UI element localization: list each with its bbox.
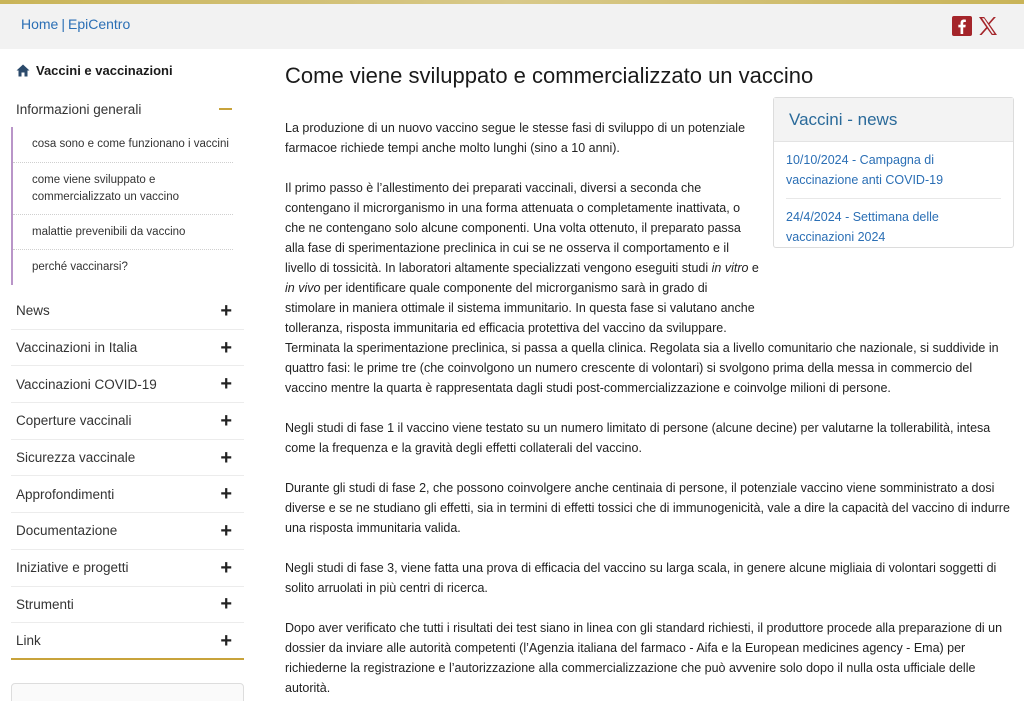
expand-icon[interactable]: + bbox=[220, 519, 232, 542]
sidebar-box bbox=[11, 683, 244, 701]
sidebar-section-informazioni-generali[interactable] bbox=[11, 96, 244, 122]
expand-icon[interactable]: + bbox=[220, 409, 232, 432]
sidebar-heading-label: Vaccini e vaccinazioni bbox=[36, 63, 173, 78]
paragraph-fase-1: Negli studi di fase 1 il vaccino viene testato su un numero limitato di persone (alcune decine) per valutarne la tollerabilità, intesa come la frequenza e la gravità degli effetti collaterali del vaccino. bbox=[285, 421, 991, 455]
news-box-heading: Vaccini - news bbox=[774, 98, 1013, 142]
expand-icon[interactable]: + bbox=[220, 593, 232, 616]
expand-icon[interactable]: + bbox=[220, 483, 232, 506]
collapse-icon[interactable] bbox=[219, 108, 232, 110]
expand-icon[interactable]: + bbox=[220, 336, 232, 359]
sidebar-item-news[interactable] bbox=[11, 293, 244, 330]
x-twitter-icon[interactable] bbox=[977, 15, 999, 37]
paragraph-preclinica: Il primo passo è l’allestimento dei preparati vaccinali, diversi a seconda che contengano il microrganismo in una forma attenuata o completamente inattivata, o che ne contengano solo alcune componenti. Una volta ottenuto, il preparato passa alla fase di sperimentazione preclinica in cui se ne osserva il comportamento e il livello di tossicità. In laboratori altamente specializzati vengono eseguiti studi in vitro e in vivo per identificare quale componente del microrganismo sarà in grado di stimolare in maniera ottimale il sistema immunitario. In questa fase si valutano anche tolleranza, risposta immunitaria ed efficacia protettiva del vaccino da sviluppare. bbox=[285, 181, 759, 335]
paragraph-clinica: Terminata la sperimentazione preclinica, si passa a quella clinica. Regolata sia a livello comunitario che nazionale, si suddivide in quattro fasi: le prime tre (che coinvolgono un numero crescente di volontari) si svolgono prima della messa in commercio del vaccino mentre la quarta è rappresentata dagli studi post-commercializzazione e coinvolge milioni di persone. bbox=[285, 341, 999, 395]
sidebar bbox=[0, 49, 258, 701]
sidebar-item-coperture-vaccinali[interactable] bbox=[11, 403, 244, 440]
sidebar-item-label: News bbox=[16, 303, 50, 319]
breadcrumb-home-link[interactable]: Home bbox=[21, 16, 59, 32]
sidebar-item-label: Coperture vaccinali bbox=[16, 413, 132, 429]
news-box bbox=[773, 97, 1014, 248]
page-title: Come viene sviluppato e commercializzato un vaccino bbox=[285, 63, 814, 88]
sidebar-item-label: Vaccinazioni COVID-19 bbox=[16, 376, 157, 392]
sidebar-item-documentazione[interactable] bbox=[11, 513, 244, 550]
paragraph-autorizzazione: Dopo aver verificato che tutti i risultati dei test siano in linea con gli standard richiesti, il produttore procede alla preparazione di un dossier da inviare alle autorità competenti (l’Agenzia italiana del farmaco - Aifa e la European medicines agency - Ema) per richiederne la registrazione e l’autorizzazione alla commercializzazione che può avvenire solo dopo il nulla osta ufficiale delle autorità. bbox=[285, 621, 1003, 695]
expand-icon[interactable]: + bbox=[220, 629, 232, 652]
paragraph-fase-2: Durante gli studi di fase 2, che possono coinvolgere anche centinaia di persone, il potenziale vaccino viene somministrato a dosi diverse e se ne studiano gli effetti, sia in termini di effetti tossici che di immunogenicità, vale a dire la capacità del vaccino di indurre una risposta immunitaria valida. bbox=[285, 481, 1010, 535]
sidebar-item-label: Iniziative e progetti bbox=[16, 560, 129, 576]
sidebar-item-label: Sicurezza vaccinale bbox=[16, 450, 136, 466]
submenu-item-malattie-prevenibili[interactable]: malattie prevenibili da vaccino bbox=[13, 215, 233, 250]
paragraph-intro: La produzione di un nuovo vaccino segue le stesse fasi di sviluppo di un potenziale farmacoe richiede tempi anche molto lunghi (sino a 10 anni). bbox=[285, 121, 746, 155]
home-icon bbox=[16, 64, 30, 77]
sidebar-item-label: Vaccinazioni in Italia bbox=[16, 340, 138, 356]
sidebar-item-strumenti[interactable] bbox=[11, 587, 244, 624]
breadcrumb-separator: | bbox=[61, 16, 65, 32]
sidebar-item-vaccinazioni-covid[interactable] bbox=[11, 366, 244, 403]
sidebar-item-label: Strumenti bbox=[16, 596, 74, 612]
expand-icon[interactable]: + bbox=[220, 556, 232, 579]
sidebar-submenu bbox=[11, 127, 233, 285]
news-link-settimana-vaccinazioni[interactable]: 24/4/2024 - Settimana delle vaccinazioni 2024 bbox=[786, 210, 939, 244]
submenu-item-perche-vaccinarsi[interactable]: perché vaccinarsi? bbox=[32, 261, 128, 273]
breadcrumb-epicentro-link[interactable]: EpiCentro bbox=[68, 16, 131, 32]
sidebar-nav bbox=[11, 293, 244, 660]
breadcrumb bbox=[21, 16, 130, 32]
submenu-item-come-viene-sviluppato[interactable]: come viene sviluppato e commercializzato un vaccino bbox=[13, 163, 233, 215]
sidebar-item-label: Documentazione bbox=[16, 523, 118, 539]
top-bar bbox=[0, 4, 1024, 49]
sidebar-item-link[interactable] bbox=[11, 623, 244, 660]
sidebar-item-iniziative-progetti[interactable] bbox=[11, 550, 244, 587]
expand-icon[interactable]: + bbox=[220, 299, 232, 322]
submenu-item-cosa-sono[interactable]: cosa sono e come funzionano i vaccini bbox=[13, 127, 233, 163]
social-links bbox=[951, 15, 999, 37]
sidebar-heading[interactable] bbox=[16, 63, 173, 78]
news-link-covid[interactable]: 10/10/2024 - Campagna di vaccinazione anti COVID-19 bbox=[786, 142, 1001, 199]
sidebar-item-sicurezza-vaccinale[interactable] bbox=[11, 440, 244, 477]
sidebar-item-vaccinazioni-italia[interactable] bbox=[11, 330, 244, 367]
sidebar-item-label: Link bbox=[16, 633, 41, 649]
sidebar-item-approfondimenti[interactable] bbox=[11, 476, 244, 513]
sidebar-section-label: Informazioni generali bbox=[16, 101, 142, 117]
expand-icon[interactable]: + bbox=[220, 373, 232, 396]
expand-icon[interactable]: + bbox=[220, 446, 232, 469]
facebook-icon[interactable] bbox=[951, 15, 973, 37]
sidebar-item-label: Approfondimenti bbox=[16, 486, 115, 502]
paragraph-fase-3: Negli studi di fase 3, viene fatta una prova di efficacia del vaccino su larga scala, in genere alcune migliaia di volontari soggetti di solito arruolati in più centri di ricerca. bbox=[285, 561, 997, 595]
